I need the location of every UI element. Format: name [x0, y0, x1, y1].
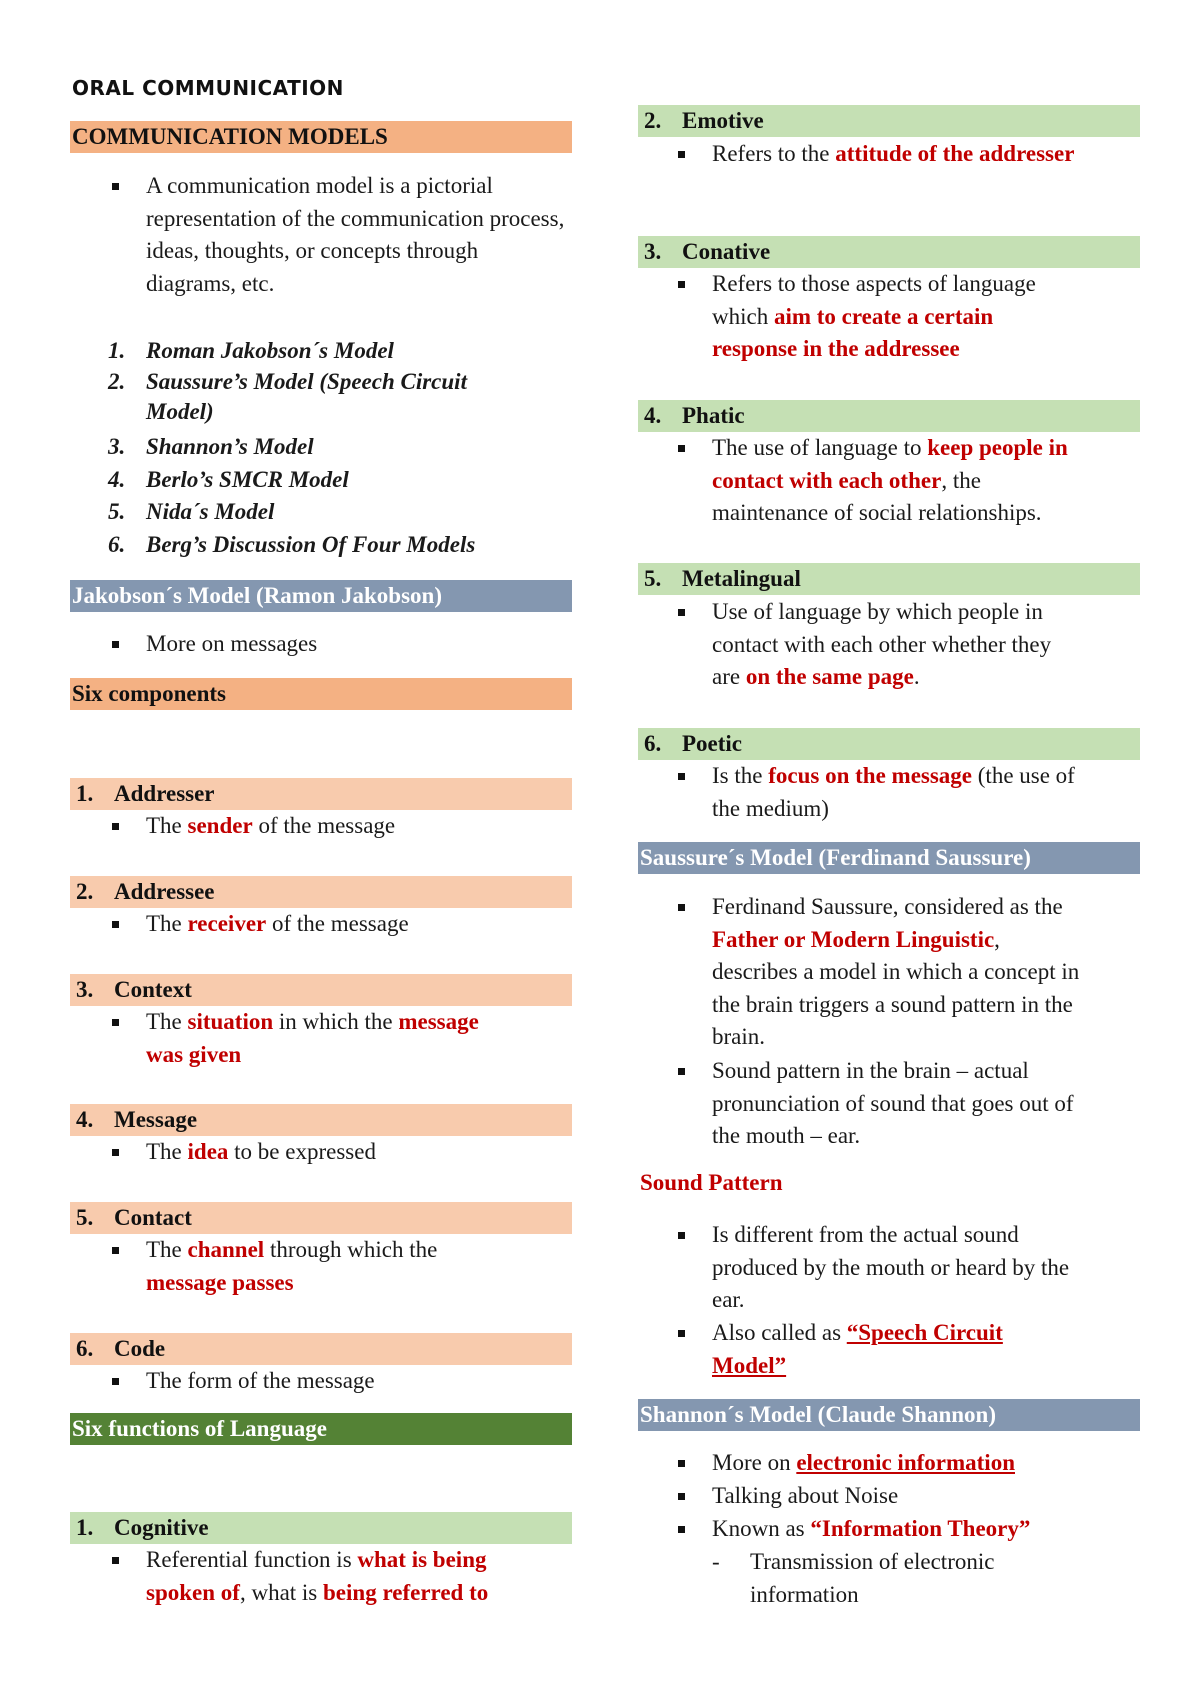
section-heading-jakobson: Jakobson´s Model (Ramon Jakobson) [70, 580, 572, 612]
bullet-square-icon [678, 609, 685, 616]
component-heading-code: 6. Code [70, 1333, 572, 1365]
function-desc-cognitive: Referential function is what is being spoken of, what is being referred to [112, 1544, 582, 1609]
function-desc-conative: Refers to those aspects of language which aim to create a certain response in the addressee [678, 268, 1140, 366]
section-heading-shannon: Shannon´s Model (Claude Shannon) [638, 1399, 1140, 1431]
bullet-square-icon [678, 904, 685, 911]
list-item-model-4: 4. Berlo’s SMCR Model [108, 467, 349, 492]
function-desc-metalingual: Use of language by which people in contact with each other whether they are on the same page. [678, 596, 1140, 694]
function-desc-poetic: Is the focus on the message (the use of the medium) [678, 760, 1140, 825]
bullet-sound-pattern-difference: Is different from the actual sound produced by the mouth or heard by the ear. [678, 1219, 1140, 1317]
component-desc-addressee: The receiver of the message [112, 908, 572, 941]
bullet-square-icon [112, 1378, 119, 1385]
section-heading-saussure: Saussure´s Model (Ferdinand Saussure) [638, 842, 1140, 874]
list-item-model-6: 6. Berg’s Discussion Of Four Models [108, 532, 476, 557]
component-heading-addressee: 2. Addressee [70, 876, 572, 908]
bullet-square-icon [678, 1526, 685, 1533]
component-desc-addresser: The sender of the message [112, 810, 572, 843]
bullet-square-icon [112, 823, 119, 830]
bullet-square-icon [678, 773, 685, 780]
bullet-square-icon [112, 1019, 119, 1026]
bullet-square-icon [678, 1068, 685, 1075]
dash-marker: - [712, 1549, 720, 1574]
function-heading-emotive: 2. Emotive [638, 105, 1140, 137]
bullet-square-icon [112, 1149, 119, 1156]
list-item-model-2: 2. Saussure’s Model (Speech Circuit Model) [108, 369, 467, 424]
subheading-sound-pattern: Sound Pattern [640, 1170, 783, 1195]
component-desc-code: The form of the message [112, 1365, 572, 1398]
function-desc-emotive: Refers to the attitude of the addresser [678, 138, 1140, 171]
bullet-shannon-information-theory: Known as “Information Theory” [678, 1513, 1140, 1546]
function-heading-cognitive: 1. Cognitive [70, 1512, 572, 1544]
bullet-square-icon [678, 151, 685, 158]
bullet-speech-circuit-model: Also called as “Speech Circuit Model” [678, 1317, 1140, 1382]
bullet-shannon-electronic: More on electronic information [678, 1447, 1140, 1480]
list-item-model-3: 3. Shannon’s Model [108, 434, 314, 459]
section-heading-communication-models: COMMUNICATION MODELS [70, 121, 572, 153]
function-heading-conative: 3. Conative [638, 236, 1140, 268]
bullet-square-icon [112, 921, 119, 928]
bullet-square-icon [678, 1460, 685, 1467]
bullet-square-icon [678, 1493, 685, 1500]
bullet-square-icon [112, 1247, 119, 1254]
bullet-sound-pattern-definition: Sound pattern in the brain – actual pronunciation of sound that goes out of the mouth – ear. [678, 1055, 1140, 1153]
bullet-communication-model-definition: A communication model is a pictorial representation of the communication process, ideas, thoughts, or concepts through diagrams, etc. [112, 170, 572, 300]
list-item-model-1: 1. Roman Jakobson´s Model [108, 338, 394, 363]
component-heading-message: 4. Message [70, 1104, 572, 1136]
section-heading-six-components: Six components [70, 678, 572, 710]
function-desc-phatic: The use of language to keep people in contact with each other, the maintenance of social relationships. [678, 432, 1140, 530]
dash-item-transmission: - Transmission of electronic information [712, 1546, 1140, 1611]
bullet-square-icon [112, 641, 119, 648]
component-heading-contact: 5. Contact [70, 1202, 572, 1234]
function-heading-poetic: 6. Poetic [638, 728, 1140, 760]
page-title: ORAL COMMUNICATION [72, 76, 344, 100]
component-desc-message: The idea to be expressed [112, 1136, 572, 1169]
component-desc-context: The situation in which the message was given [112, 1006, 572, 1071]
bullet-jakobson-more: More on messages [112, 628, 572, 661]
component-heading-context: 3. Context [70, 974, 572, 1006]
bullet-saussure-description: Ferdinand Saussure, considered as the Father or Modern Linguistic, describes a model in which a concept in the brain triggers a sound pattern in the brain. [678, 891, 1140, 1054]
bullet-square-icon [678, 1232, 685, 1239]
bullet-square-icon [112, 1557, 119, 1564]
list-item-model-5: 5. Nida´s Model [108, 499, 275, 524]
section-heading-six-functions: Six functions of Language [70, 1413, 572, 1445]
component-desc-contact: The channel through which the message passes [112, 1234, 572, 1299]
bullet-square-icon [112, 183, 119, 190]
bullet-shannon-noise: Talking about Noise [678, 1480, 1140, 1513]
component-heading-addresser: 1. Addresser [70, 778, 572, 810]
bullet-square-icon [678, 281, 685, 288]
bullet-square-icon [678, 445, 685, 452]
function-heading-metalingual: 5. Metalingual [638, 563, 1140, 595]
bullet-square-icon [678, 1330, 685, 1337]
function-heading-phatic: 4. Phatic [638, 400, 1140, 432]
